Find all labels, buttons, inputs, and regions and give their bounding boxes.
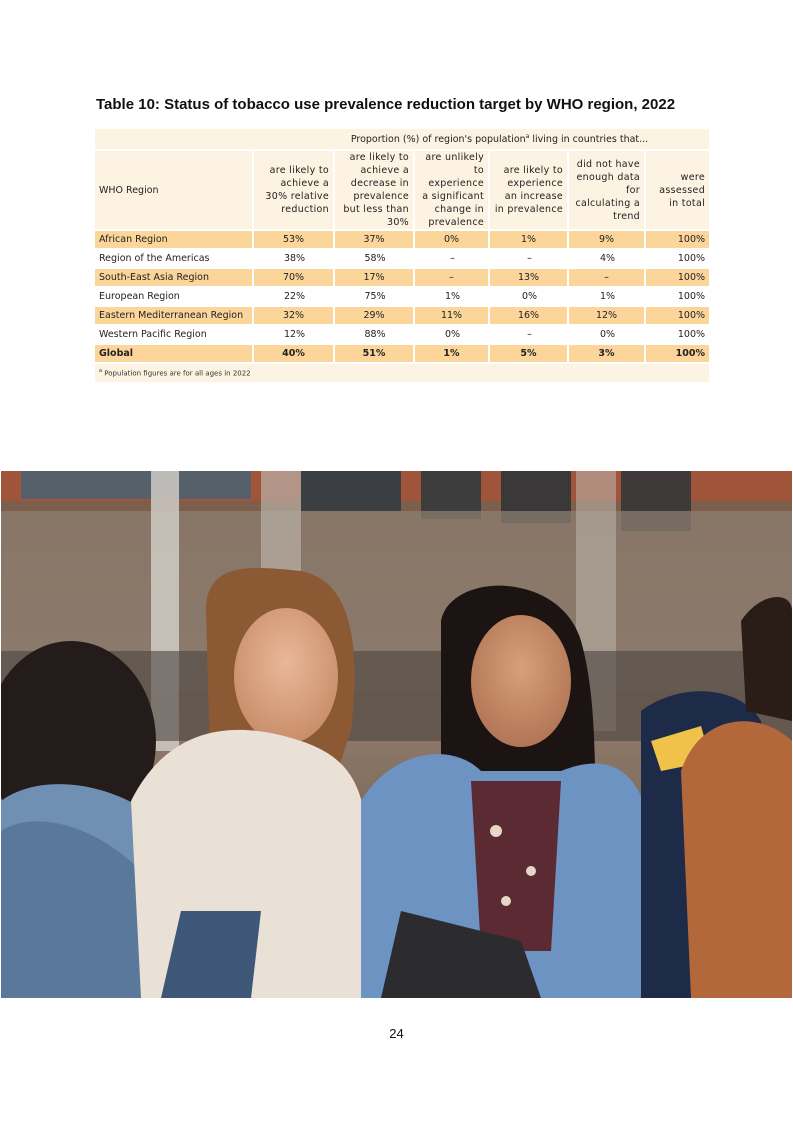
table-header-row [95, 151, 709, 231]
table-row-global [95, 345, 709, 364]
value-cell: 0% [415, 326, 490, 345]
value-cell: 1% [415, 288, 490, 307]
value-cell: – [415, 269, 490, 288]
value-cell: 88% [335, 326, 415, 345]
value-cell: – [490, 326, 569, 345]
students-photo [1, 471, 792, 998]
column-header: are likely to achieve a decrease in prevalence but less than 30% [335, 151, 415, 231]
value-cell: 5% [490, 345, 569, 364]
region-cell: Region of the Americas [95, 250, 254, 269]
value-cell: – [490, 250, 569, 269]
table-superheader: Proportion (%) of region's population$^a$ living in countries that... [254, 129, 709, 151]
data-table [95, 129, 709, 384]
value-cell: 100% [646, 288, 709, 307]
value-cell: 13% [490, 269, 569, 288]
region-cell: Global [95, 345, 254, 364]
value-cell: – [569, 269, 646, 288]
table-row [95, 307, 709, 326]
region-cell: South-East Asia Region [95, 269, 254, 288]
column-header: WHO Region [95, 151, 254, 231]
value-cell: 12% [569, 307, 646, 326]
value-cell: 0% [569, 326, 646, 345]
value-cell: 16% [490, 307, 569, 326]
value-cell: 100% [646, 326, 709, 345]
page-number: 24 [389, 1026, 404, 1041]
value-cell: 3% [569, 345, 646, 364]
region-cell: Western Pacific Region [95, 326, 254, 345]
region-cell: European Region [95, 288, 254, 307]
value-cell: 53% [254, 231, 335, 250]
table-footnote: $^a$ Population figures are for all ages in 2022 [95, 364, 709, 384]
region-cell: Eastern Mediterranean Region [95, 307, 254, 326]
value-cell: 11% [415, 307, 490, 326]
value-cell: 100% [646, 345, 709, 364]
value-cell: 1% [490, 231, 569, 250]
value-cell: 0% [415, 231, 490, 250]
table-row [95, 231, 709, 250]
value-cell: 100% [646, 269, 709, 288]
column-header: are unlikely to experience a significant change in prevalence [415, 151, 490, 231]
value-cell: – [415, 250, 490, 269]
value-cell: 4% [569, 250, 646, 269]
column-header: are likely to achieve a 30% relative reduction [254, 151, 335, 231]
table-row [95, 326, 709, 345]
value-cell: 17% [335, 269, 415, 288]
value-cell: 100% [646, 307, 709, 326]
value-cell: 1% [569, 288, 646, 307]
value-cell: 40% [254, 345, 335, 364]
table-superheader-row [95, 129, 709, 151]
value-cell: 32% [254, 307, 335, 326]
region-cell: African Region [95, 231, 254, 250]
value-cell: 100% [646, 250, 709, 269]
column-header: are likely to experience an increase in prevalence [490, 151, 569, 231]
value-cell: 22% [254, 288, 335, 307]
value-cell: 37% [335, 231, 415, 250]
column-header: were assessed in total [646, 151, 709, 231]
value-cell: 29% [335, 307, 415, 326]
table-title: Table 10: Status of tobacco use prevalence reduction target by WHO region, 2022 [96, 96, 676, 113]
table-footnote-row [95, 364, 709, 384]
value-cell: 51% [335, 345, 415, 364]
table-row [95, 250, 709, 269]
value-cell: 70% [254, 269, 335, 288]
value-cell: 100% [646, 231, 709, 250]
value-cell: 9% [569, 231, 646, 250]
value-cell: 58% [335, 250, 415, 269]
column-header: did not have enough data for calculating a trend [569, 151, 646, 231]
value-cell: 12% [254, 326, 335, 345]
table-row [95, 288, 709, 307]
value-cell: 0% [490, 288, 569, 307]
value-cell: 75% [335, 288, 415, 307]
table-row [95, 269, 709, 288]
value-cell: 1% [415, 345, 490, 364]
value-cell: 38% [254, 250, 335, 269]
